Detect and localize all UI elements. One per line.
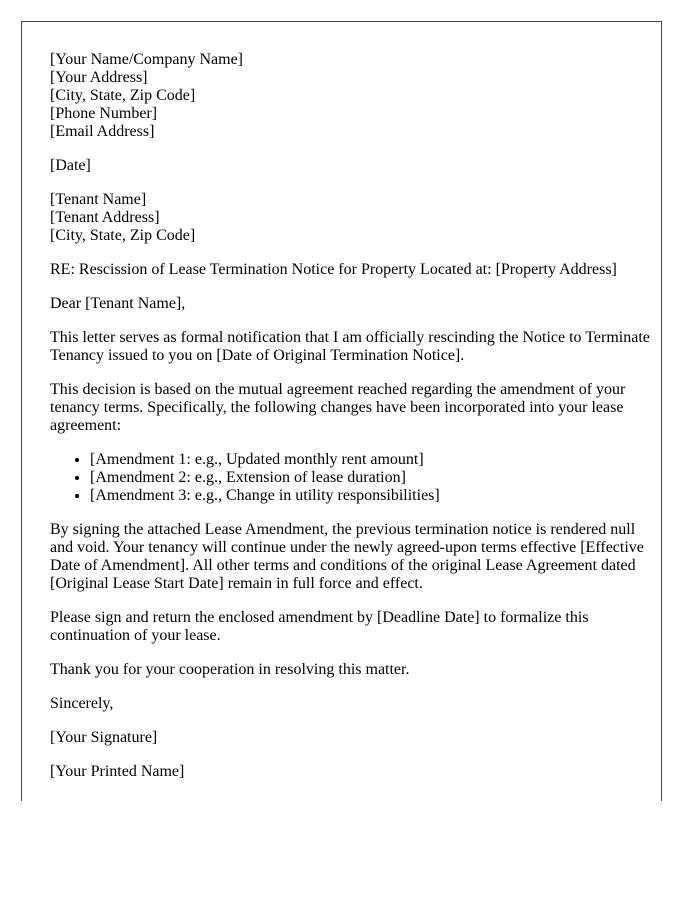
signature-placeholder: [Your Signature] — [50, 729, 158, 746]
printed-name-placeholder: [Your Printed Name] — [50, 763, 185, 780]
sender-address: [Your Address] — [50, 69, 148, 86]
amendment-item-3: • [Amendment 3: e.g., Change in utility responsibilities] — [90, 487, 659, 505]
sender-city-state-zip: [City, State, Zip Code] — [50, 87, 196, 104]
sender-phone: [Phone Number] — [50, 105, 158, 122]
recipient-block — [50, 191, 659, 245]
letter-page — [21, 21, 662, 801]
body-paragraph-mutual-agreement: This decision is based on the mutual agreement reached regarding the amendment of your tenancy terms. Specifically, the following changes have been incorporated into your lease agreement: — [50, 381, 626, 434]
body-paragraph-null-and-void: By signing the attached Lease Amendment, the previous termination notice is rendered null and void. Your tenancy will continue under the newly agreed-upon terms effective [Effective Date of Amendment]. All other terms and conditions of the original Lease Agreement dated [Original Lease Start Date] remain in full force and effect. — [50, 521, 644, 592]
body-paragraph-sign-and-return: Please sign and return the enclosed amendment by [Deadline Date] to formalize this continuation of your lease. — [50, 609, 589, 644]
sender-block — [50, 51, 659, 141]
amendment-item-2: • [Amendment 2: e.g., Extension of lease duration] — [90, 469, 659, 487]
amendment-item-1: • [Amendment 1: e.g., Updated monthly rent amount] — [90, 451, 659, 469]
body-paragraph-thank-you: Thank you for your cooperation in resolving this matter. — [50, 661, 410, 678]
sender-email: [Email Address] — [50, 123, 155, 140]
recipient-city-state-zip: [City, State, Zip Code] — [50, 227, 196, 244]
sender-name: [Your Name/Company Name] — [50, 51, 244, 68]
closing: Sincerely, — [50, 695, 114, 712]
recipient-address: [Tenant Address] — [50, 209, 160, 226]
salutation: Dear [Tenant Name], — [50, 295, 186, 312]
subject-line: RE: Rescission of Lease Termination Notice for Property Located at: [Property Address] — [50, 261, 617, 278]
body-paragraph-rescission: This letter serves as formal notification that I am officially rescinding the Notice to Terminate Tenancy issued to you on [Date of Original Termination Notice]. — [50, 329, 650, 364]
recipient-name: [Tenant Name] — [50, 191, 147, 208]
amendments-list — [50, 451, 659, 505]
letter-date: [Date] — [50, 157, 91, 174]
